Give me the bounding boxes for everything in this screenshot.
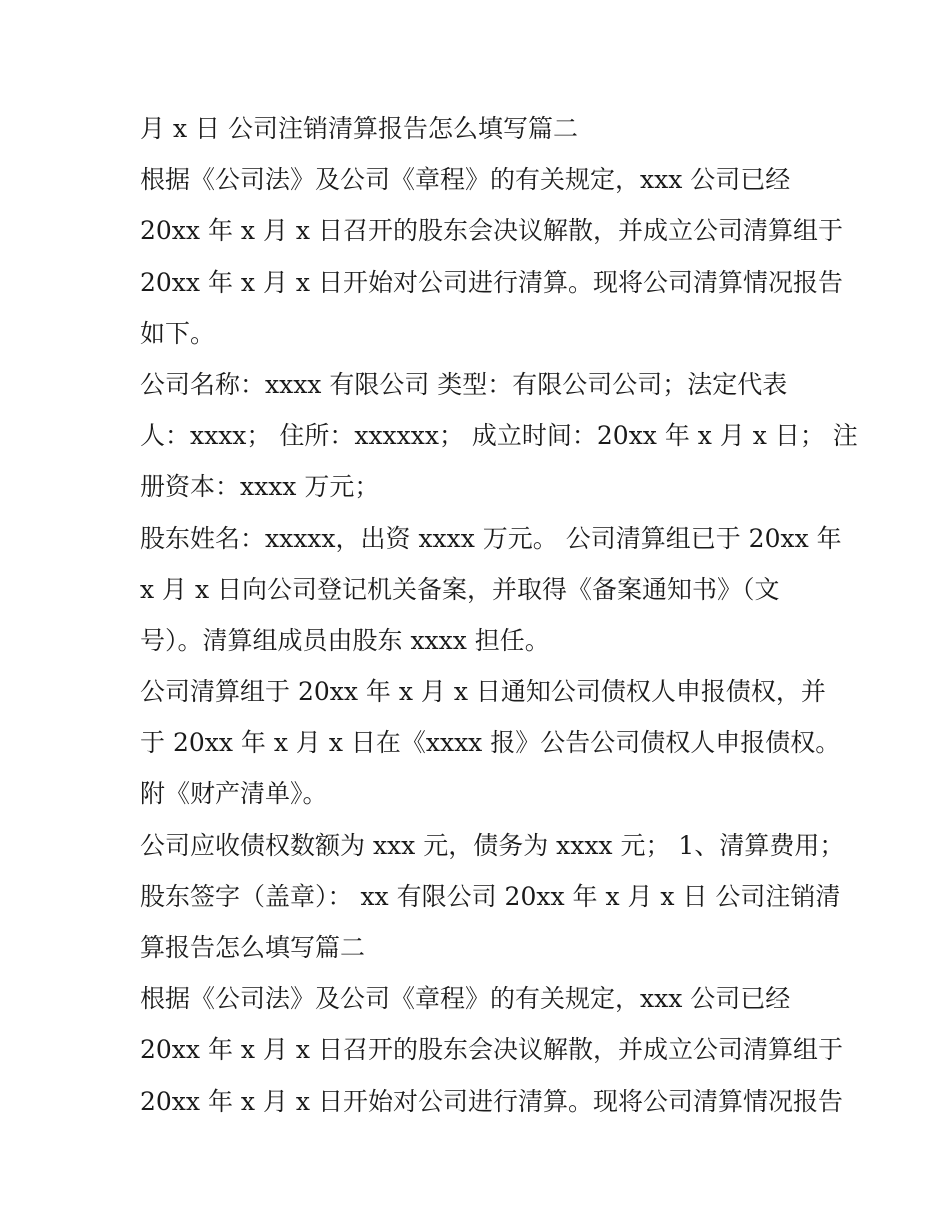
text-line: 附《财产清单》。 — [140, 779, 328, 809]
text-line: 20xx 年 x 月 x 日开始对公司进行清算。现将公司清算情况报告 — [140, 267, 843, 297]
text-line: 算报告怎么填写篇二 — [140, 933, 366, 962]
text-line: x 月 x 日向公司登记机关备案，并取得《备案通知书》（文 — [140, 574, 780, 604]
text-line: 如下。 — [140, 318, 216, 348]
text-line: 册资本：xxxx 万元； — [140, 472, 380, 502]
text-line: 根据《公司法》及公司《章程》的有关规定，xxx 公司已经 — [140, 165, 791, 195]
text-line: 股东签字（盖章）： xx 有限公司 20xx 年 x 月 x 日 公司注销清 — [140, 881, 841, 911]
text-line: 公司清算组于 20xx 年 x 月 x 日通知公司债权人申报债权，并 — [140, 677, 826, 707]
text-line: 人：xxxx； 住所：xxxxxx； 成立时间：20xx 年 x 月 x 日； 注 — [140, 421, 858, 451]
text-line: 公司应收债权数额为 xxx 元，债务为 xxxx 元； 1、清算费用； — [140, 830, 845, 860]
text-line: 根据《公司法》及公司《章程》的有关规定，xxx 公司已经 — [140, 984, 791, 1014]
text-line: 公司名称：xxxx 有限公司 类型：有限公司公司；法定代表 — [140, 369, 788, 399]
text-line: 号）。清算组成员由股东 xxxx 担任。 — [140, 625, 550, 655]
document-body — [140, 103, 858, 1127]
text-line: 20xx 年 x 月 x 日召开的股东会决议解散，并成立公司清算组于 — [140, 1035, 843, 1065]
text-line: 于 20xx 年 x 月 x 日在《xxxx 报》公告公司债权人申报债权。 — [140, 728, 841, 758]
text-line: 20xx 年 x 月 x 日召开的股东会决议解散，并成立公司清算组于 — [140, 216, 843, 246]
text-line: 股东姓名：xxxxx，出资 xxxx 万元。 公司清算组已于 20xx 年 — [140, 523, 842, 553]
text-line: 20xx 年 x 月 x 日开始对公司进行清算。现将公司清算情况报告 — [140, 1086, 843, 1116]
text-line: 月 x 日 公司注销清算报告怎么填写篇二 — [140, 114, 578, 143]
